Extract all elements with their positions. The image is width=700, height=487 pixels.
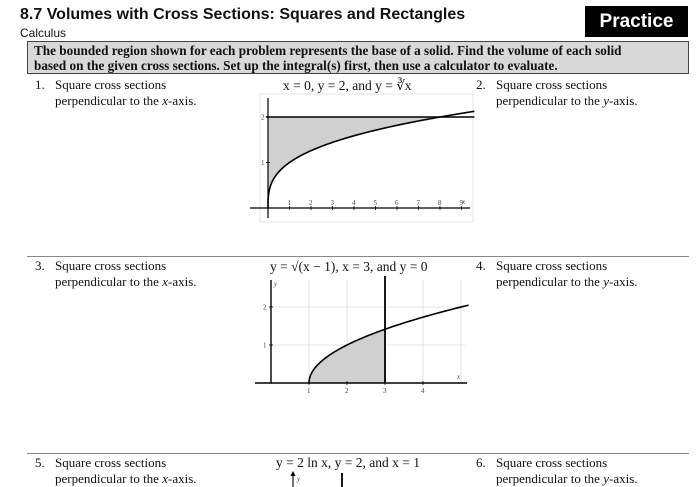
problem-number: 5. — [35, 455, 45, 470]
axis-variable: y — [603, 471, 609, 486]
shaded-region — [268, 117, 440, 208]
graph-1-equation: x = 0, y = 2, and y = ∛x — [283, 78, 412, 93]
problem-number: 2. — [476, 77, 486, 92]
problem-line-1: Square cross sections — [55, 455, 167, 470]
graph-3 — [285, 471, 445, 487]
problem-line-1: Square cross sections — [55, 77, 167, 92]
x-tick-label: 9 — [459, 199, 463, 207]
problem-2 — [476, 77, 638, 109]
problem-number: 6. — [476, 455, 486, 470]
y-tick-label: 1 — [261, 159, 265, 167]
problem-line-2-suffix: -axis. — [609, 93, 638, 108]
problem-line-2-prefix: perpendicular to the — [55, 471, 163, 486]
axis-variable: x — [162, 93, 168, 108]
problem-4 — [476, 258, 638, 290]
problem-line-2-prefix: perpendicular to the — [496, 274, 604, 289]
problem-number: 1. — [35, 77, 45, 92]
x-tick-label: 1 — [287, 199, 291, 207]
instructions-box — [27, 41, 689, 74]
problem-5 — [35, 455, 197, 487]
graph-1 — [250, 94, 475, 234]
problem-line-2-suffix: -axis. — [609, 274, 638, 289]
problem-line-1: Square cross sections — [496, 258, 608, 273]
x-tick-label: 4 — [352, 199, 356, 207]
problem-1 — [35, 77, 197, 109]
problem-number: 4. — [476, 258, 486, 273]
axis-variable: x — [162, 274, 168, 289]
x-tick-label: 3 — [330, 199, 334, 207]
section-divider — [27, 453, 689, 454]
problem-line-2-suffix: -axis. — [609, 471, 638, 486]
problem-line-1: Square cross sections — [496, 455, 608, 470]
graph-2 — [255, 276, 470, 401]
problem-line-1: Square cross sections — [496, 77, 608, 92]
x-tick-label: 3 — [383, 387, 387, 395]
x-tick-label: 4 — [421, 387, 425, 395]
problem-line-2-prefix: perpendicular to the — [55, 274, 163, 289]
y-axis-letter: y — [297, 475, 301, 483]
x-tick-label: 5 — [373, 199, 377, 207]
problem-line-2-prefix: perpendicular to the — [496, 93, 604, 108]
x-tick-label: 8 — [438, 199, 442, 207]
axis-variable: y — [603, 93, 609, 108]
axis-variable: y — [603, 274, 609, 289]
problem-line-1: Square cross sections — [55, 258, 167, 273]
instructions-line-2: based on the given cross sections. Set up the integral(s) first, then use a calculator to evaluate. — [34, 58, 558, 73]
x-tick-label: 2 — [309, 199, 313, 207]
graph-2-equation: y = √(x − 1), x = 3, and y = 0 — [270, 259, 428, 274]
instructions-line-1: The bounded region shown for each problem represents the base of a solid. Find the volume of each solid — [34, 43, 622, 58]
problem-line-2-suffix: -axis. — [168, 471, 197, 486]
practice-badge: Practice — [585, 6, 688, 37]
graph-3-equation: y = 2 ln x, y = 2, and x = 1 — [276, 455, 420, 470]
y-tick-label: 2 — [261, 113, 265, 122]
y-axis-arrow-icon — [291, 471, 296, 476]
section-divider — [27, 256, 689, 257]
problem-line-2-prefix: perpendicular to the — [55, 93, 163, 108]
worksheet-title: 8.7 Volumes with Cross Sections: Squares and Rectangles — [20, 6, 466, 23]
y-axis-letter: y — [274, 280, 278, 288]
subject-label: Calculus — [20, 26, 67, 40]
problem-line-2-suffix: -axis. — [168, 274, 197, 289]
problem-number: 3. — [35, 258, 45, 273]
x-tick-label: 2 — [345, 387, 349, 395]
x-axis-letter: x — [462, 198, 466, 206]
x-axis-letter: x — [457, 373, 461, 381]
problem-3 — [35, 258, 197, 290]
x-tick-label: 6 — [395, 199, 399, 207]
y-tick-label: 1 — [263, 341, 267, 350]
x-tick-label: 7 — [416, 199, 420, 207]
y-tick-label: 2 — [263, 303, 267, 312]
problem-line-2-prefix: perpendicular to the — [496, 471, 604, 486]
axis-variable: x — [162, 471, 168, 486]
problem-line-2-suffix: -axis. — [168, 93, 197, 108]
problem-6 — [476, 455, 638, 487]
x-tick-label: 1 — [307, 387, 311, 395]
